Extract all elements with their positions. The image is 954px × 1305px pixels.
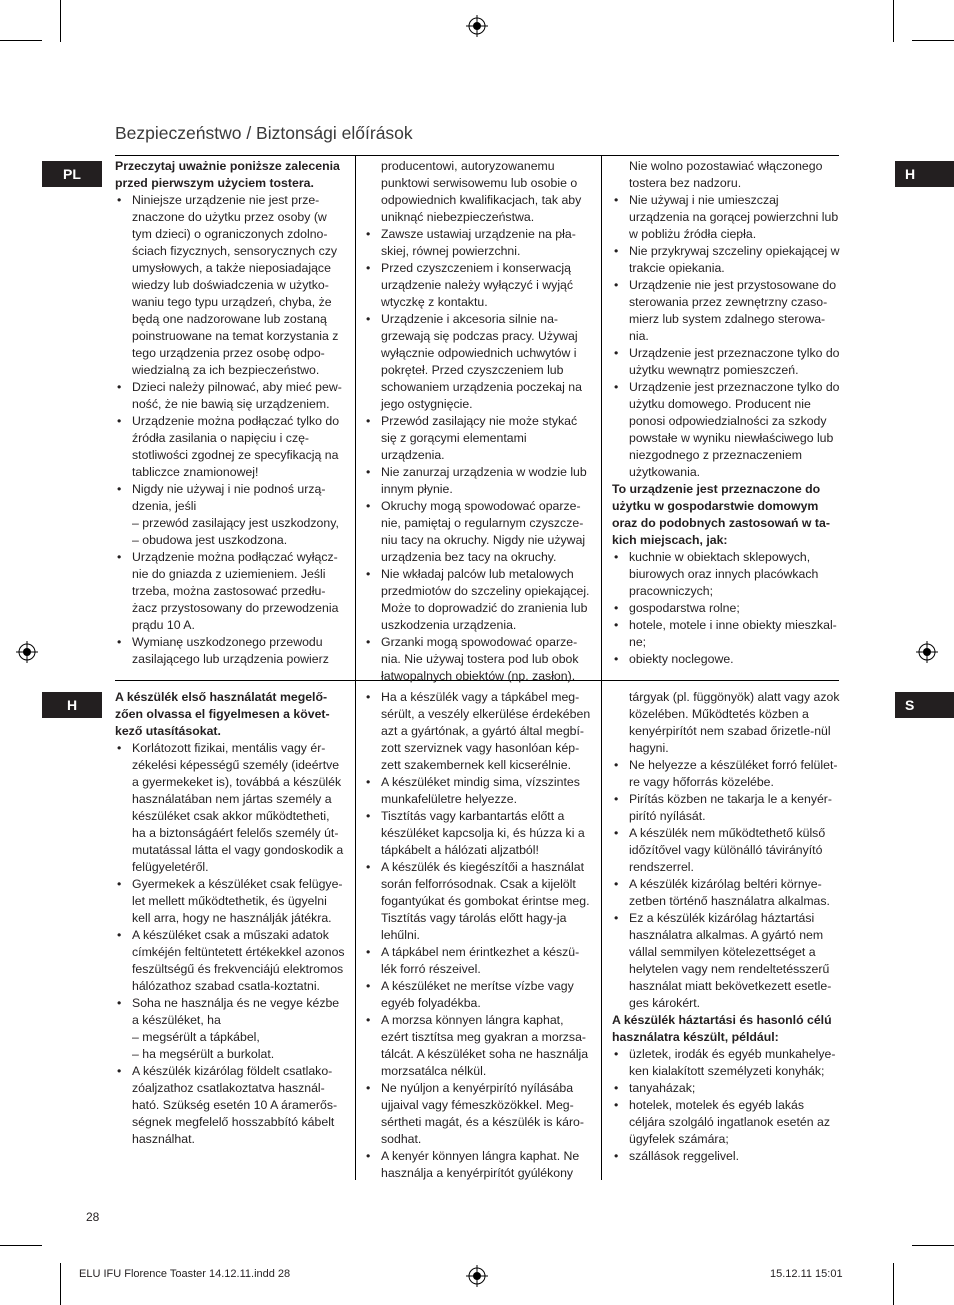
hu-list-1	[115, 740, 346, 1029]
list-item: • kuchnie w obiektach sklepowych, biurowych oraz innych placówkach pracowniczych;	[612, 549, 840, 600]
list-item: • gospodarstwa rolne;	[612, 600, 840, 617]
list-item: • Korlátozott fizikai, mentális vagy ér-zékelési képességű személy (ideértve a gyermekeket is), továbbá a készülék használatában nem jártas személy a készüléket csak akkor működtetheti, ha a biztonságáért felelős személy út-mutatással látta el vagy gondoskodik a felügyeletéről.	[115, 740, 346, 876]
continued-text: tárgyak (pl. függönyök) alatt vagy azok közelében. Működtetés közben a kenyérpirítót nem szabad őrizetle-nül hagyni.	[629, 690, 840, 755]
language-tab-right-bottom: S	[895, 692, 954, 718]
hu-list-1b	[115, 1063, 346, 1148]
list-item: • A készülék kizárólag földelt csatlako-zóaljzathoz csatlakoztatva használ-ható. Szükség esetén 10 A áramerős-ségnek megfelelő hosszabbító kábelt használhat.	[115, 1063, 346, 1148]
list-item: • tanyaházak;	[612, 1080, 840, 1097]
list-item: • Gyermekek a készüléket csak felügye-let mellett működtethetik, és ügyelni kell arra, hogy ne használják játékra.	[115, 876, 346, 927]
page-number: 28	[86, 1210, 100, 1224]
list-item: • üzletek, irodák és egyéb munkahelye-ken kialakított személyzeti konyhák;	[612, 1046, 840, 1080]
list-item: • Tisztítás vagy karbantartás előtt a készüléket kapcsolja ki, és húzza ki a tápkábelt a hálózati aljzatból!	[364, 808, 592, 859]
language-tab-pl: PL	[42, 161, 102, 187]
pl-usage-heading: To urządzenie jest przeznaczone do użytku w gospodarstwie domowym oraz do podobnych zastosowań w ta-kich miejscach, jak:	[612, 482, 830, 547]
list-item: • Ha a készülék vagy a tápkábel meg-sérült, a veszély elkerülése érdekében azt a gyártónak, a gyártó által megbí-zott szerviznek vagy hasonlóan kép-zett szakembernek kell kicserélnie.	[364, 689, 592, 774]
column-divider	[355, 155, 356, 680]
list-item: • Ne nyúljon a kenyérpirító nyílásába ujjaival vagy fémeszközökkel. Meg-sértheti magát, és a készülék is káro-sodhat.	[364, 1080, 592, 1148]
column-divider	[601, 680, 602, 1180]
list-item: • Urządzenie można podłączać wyłącz-nie do gniazda z uziemieniem. Jeśli trzeba, można zastosować przedłu-żacz przystosowany do przewodzenia prądu 10 A.	[115, 549, 346, 634]
pl-intro: Przeczytaj uważnie poniższe zalecenia przed pierwszym użyciem tostera.	[115, 159, 340, 190]
crop-mark	[0, 1245, 42, 1246]
list-item: • Soha ne használja és ne vegye kézbe a készüléket, ha	[115, 995, 346, 1029]
print-slug-left: ELU IFU Florence Toaster 14.12.11.indd 28	[79, 1268, 291, 1280]
list-item: • Urządzenie nie jest przystosowane do sterowania przez zewnętrzny czaso-mierz lub system zdalnego sterowa-nia.	[612, 277, 840, 345]
list-item: • A készüléket mindig sima, vízszintes munkafelületre helyezze.	[364, 774, 592, 808]
list-item: • Ez a készülék kizárólag háztartási használatra alkalmas. A gyártó nem vállal semmilyen kötelezettséget a helytelen vagy nem rendeltetésszerű használat miatt bekövetkezett esetle-ges károkért.	[612, 910, 840, 1012]
list-item: • Nie zanurzaj urządzenia w wodzie lub innym płynie.	[364, 464, 592, 498]
list-item: • A készüléket csak a műszaki adatok címkéjén feltüntetett értékekkel azonos feszültségű és frekvenciájú elektromos hálózathoz szabad csatla-koztatni.	[115, 927, 346, 995]
registration-mark-icon	[466, 1265, 488, 1287]
page-title: Bezpieczeństwo / Biztonsági előírások	[115, 123, 413, 143]
list-item: • Przed czyszczeniem i konserwacją urządzenie należy wyłączyć i wyjąć wtyczkę z kontaktu.	[364, 260, 592, 311]
list-item: • szállások reggelivel.	[612, 1148, 840, 1165]
registration-mark-icon	[466, 15, 488, 37]
list-item: • Nigdy nie używaj i nie podnoś urzą-dzenia, jeśli	[115, 481, 346, 515]
registration-mark-icon	[16, 641, 38, 663]
column-divider	[601, 155, 602, 680]
language-tab-h: H	[42, 692, 102, 718]
hu-column-1	[115, 689, 346, 1148]
list-item: • Urządzenie i akcesoria silnie na-grzewają się podczas pracy. Używaj wyłącznie odpowiednich uchwytów i pokręteł. Przed czyszczeniem lub schowaniem urządzenia poczekaj na jego ostygnięcie.	[364, 311, 592, 413]
crop-mark	[0, 40, 42, 41]
crop-mark	[893, 1263, 894, 1305]
registration-mark-icon	[916, 641, 938, 663]
list-item: • Okruchy mogą spowodować oparze-nie, pamiętaj o regularnym czyszcze-niu tacy na okruchy. Nigdy nie używaj urządzenia bez tacy na okruchy.	[364, 498, 592, 566]
column-divider	[355, 680, 356, 1180]
list-item: • Nie używaj i nie umieszczaj urządzenia na gorącej powierzchni lub w pobliżu źródła ciepła.	[612, 192, 840, 243]
list-item: • Nie wkładaj palców lub metalowych przedmiotów do szczeliny opiekającej. Może to doprowadzić do zranienia lub uszkodzenia urządzenia.	[364, 566, 592, 634]
hu-list-2	[364, 689, 592, 1182]
list-item: • A készüléket ne merítse vízbe vagy egyéb folyadékba.	[364, 978, 592, 1012]
pl-column-3	[612, 158, 840, 668]
pl-column-1	[115, 158, 346, 668]
list-item: • hotele, motele i inne obiekty mieszkal-ne;	[612, 617, 840, 651]
list-item: • A készülék nem működtethető külső időzítővel vagy különálló távirányító rendszerrel.	[612, 825, 840, 876]
list-item: • Wymianę uszkodzonego przewodu zasilającego lub urządzenia powierz	[115, 634, 346, 668]
list-item: • Nie przykrywaj szczeliny opiekającej w trakcie opiekania.	[612, 243, 840, 277]
continued-text: producentowi, autoryzowanemu punktowi serwisowemu lub osobie o odpowiednich kwalifikacjach, tak aby uniknąć niebezpieczeństwa.	[381, 159, 582, 224]
language-tab-right-top: H	[895, 161, 954, 187]
crop-mark	[60, 0, 61, 42]
crop-mark	[912, 1245, 954, 1246]
pl-column-2	[364, 158, 592, 685]
list-item: • Urządzenie jest przeznaczone tylko do użytku domowego. Producent nie ponosi odpowiedzialności za szkody powstałe w wyniku niewłaściwego lub niezgodnego z przeznaczeniem użytkowania.	[612, 379, 840, 481]
pl-list-2	[364, 226, 592, 685]
section-divider	[115, 155, 839, 156]
list-item: • Dzieci należy pilnować, aby mieć pew-ność, że nie bawią się urządzeniem.	[115, 379, 346, 413]
crop-mark	[912, 40, 954, 41]
list-item: • Niniejsze urządzenie nie jest prze-znaczone do użytku przez osoby (w tym dzieci) o ograniczonych zdolno-ściach fizycznych, sensorycznych czy umysłowych, a także nieposiadające wiedzy lub doświadczenia w użytko-waniu tego typu urządzeń, chyba, że będą one nadzorowane lub zostaną poinstruowane na temat korzystania z tego urządzenia przez osobę odpo-wiedzialną za ich bezpieczeństwo.	[115, 192, 346, 379]
pl-list-3b	[612, 549, 840, 668]
list-item: • Zawsze ustawiaj urządzenie na pła-skiej, równej powierzchni.	[364, 226, 592, 260]
list-item: • hotelek, motelek és egyéb lakás céljára szolgáló ingatlanok esetén az ügyfelek számára;	[612, 1097, 840, 1148]
list-item: • A készülék kizárólag beltéri környe-zetben történő használatra alkalmas.	[612, 876, 840, 910]
list-item: • A készülék és kiegészítői a használat során felforrósodnak. Csak a kijelölt fogantyúkat és gombokat érintse meg. Tisztítás vagy tárolás előtt hagy-ja lehűlni.	[364, 859, 592, 944]
hu-usage-heading: A készülék háztartási és hasonló célú használatra készült, például:	[612, 1013, 832, 1044]
list-item: • Urządzenie jest przeznaczone tylko do użytku wewnątrz pomieszczeń.	[612, 345, 840, 379]
crop-mark	[893, 0, 894, 42]
list-item: • Pirítás közben ne takarja le a kenyér-pirító nyílását.	[612, 791, 840, 825]
list-item: • obiekty noclegowe.	[612, 651, 840, 668]
pl-list-1b	[115, 549, 346, 668]
list-subitem: – przewód zasilający jest uszkodzony,	[132, 516, 339, 530]
pl-list-1	[115, 192, 346, 515]
list-subitem: – megsérült a tápkábel,	[132, 1030, 260, 1044]
hu-column-3	[612, 689, 840, 1165]
pl-list-3	[612, 192, 840, 481]
list-item: • Ne helyezze a készüléket forró felület-re vagy hőforrás közelébe.	[612, 757, 840, 791]
list-item: • Grzanki mogą spowodować oparze-nia. Nie używaj tostera pod lub obok łatwopalnych obiektów (np. zasłon).	[364, 634, 592, 685]
list-item: • A kenyér könnyen lángra kaphat. Ne használja a kenyérpirítót gyúlékony	[364, 1148, 592, 1182]
crop-mark	[60, 1263, 61, 1305]
hu-list-3b	[612, 1046, 840, 1165]
list-item: • A tápkábel nem érintkezhet a készü-lék forró részeivel.	[364, 944, 592, 978]
continued-text: Nie wolno pozostawiać włączonego tostera bez nadzoru.	[629, 159, 823, 190]
list-subitem: – ha megsérült a burkolat.	[132, 1047, 275, 1061]
print-slug-right: 15.12.11 15:01	[770, 1268, 843, 1280]
hu-intro: A készülék első használatát megelő-zően olvassa el figyelmesen a követ-kező utasításokat.	[115, 690, 330, 738]
list-item: • Urządzenie można podłączać tylko do źródła zasilania o napięciu i czę-stotliwości zgodnej ze specyfikacją na tabliczce znamionowej!	[115, 413, 346, 481]
list-item: • A morzsa könnyen lángra kaphat, ezért tisztítsa meg gyakran a morzsa-tálcát. A készüléket soha ne használja morzsatálca nélkül.	[364, 1012, 592, 1080]
list-subitem: – obudowa jest uszkodzona.	[132, 533, 288, 547]
list-item: • Przewód zasilający nie może stykać się z gorącymi elementami urządzenia.	[364, 413, 592, 464]
hu-column-2	[364, 689, 592, 1182]
hu-list-3	[612, 757, 840, 1012]
